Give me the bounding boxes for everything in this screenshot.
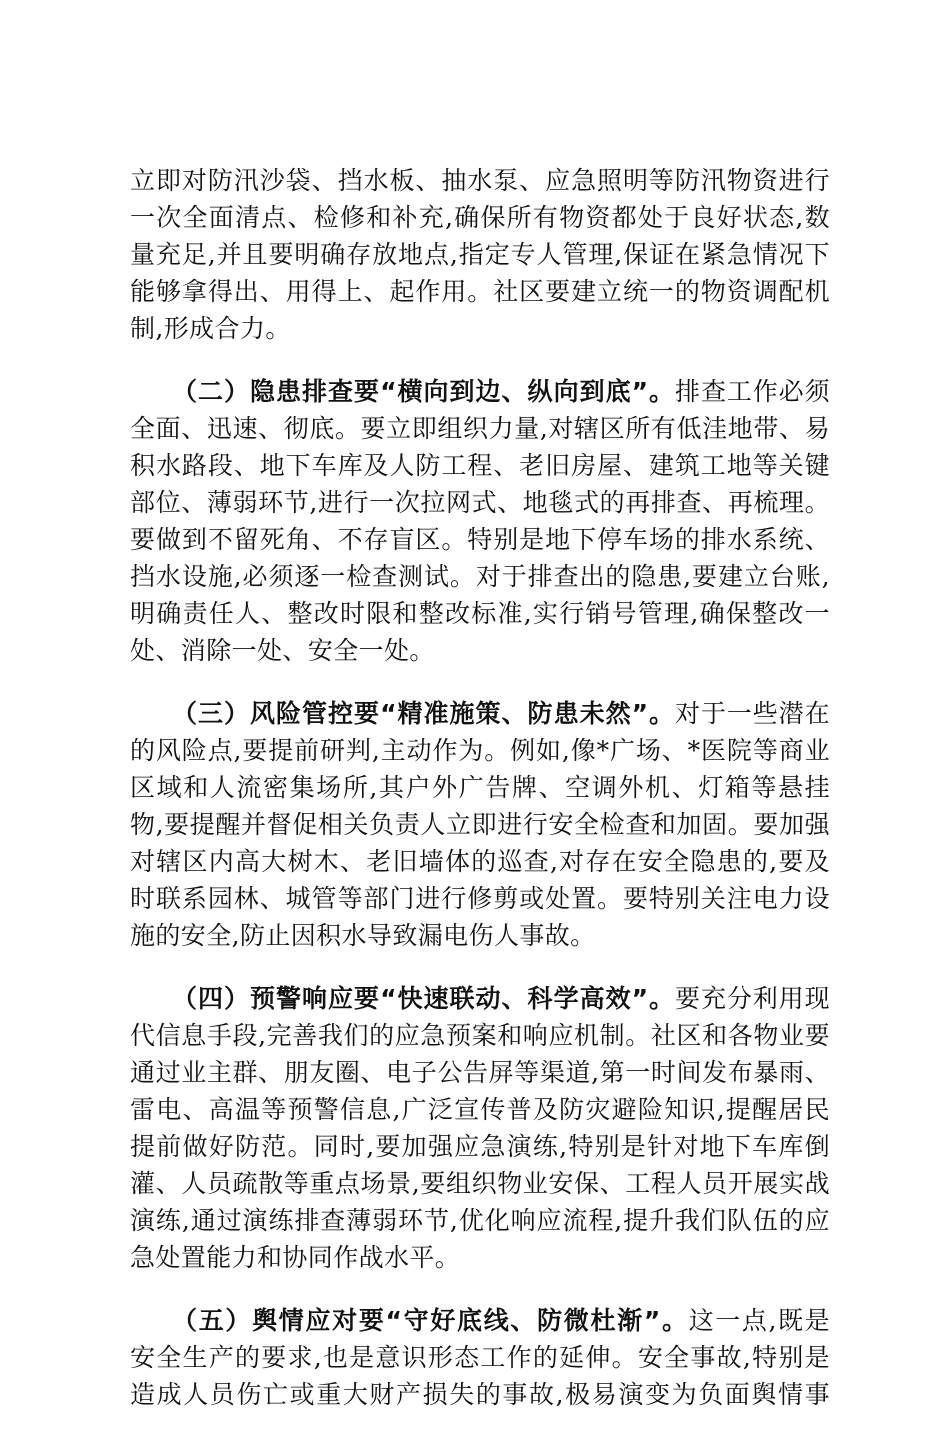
paragraph-hidden-danger-inspection: [130, 373, 830, 669]
text-fragment: 要充分利用现: [675, 984, 830, 1013]
text-line: 立即对防汛沙袋、挡水板、抽水泵、应急照明等防汛物资进行: [130, 166, 830, 195]
text-line: 一次全面清点、检修和补充,确保所有物资都处于良好状态,数: [130, 203, 830, 232]
section-heading: （二）隐患排查要“横向到边、纵向到底”。: [172, 377, 676, 406]
text-line: 部位、薄弱环节,进行一次拉网式、地毯式的再排查、再梳理。: [130, 488, 830, 517]
text-line: 对辖区内高大树木、老旧墙体的巡查,对存在安全隐患的,要及: [130, 847, 830, 876]
text-line: 的风险点,要提前研判,主动作为。例如,像*广场、*医院等商业: [130, 736, 830, 765]
text-line: 全面、迅速、彻底。要立即组织力量,对辖区所有低洼地带、易: [130, 414, 830, 443]
text-line: 区域和人流密集场所,其户外广告牌、空调外机、灯箱等悬挂: [130, 773, 830, 802]
text-fragment: 这一点,既是: [688, 1306, 830, 1335]
text-line: 能够拿得出、用得上、起作用。社区要建立统一的物资调配机: [130, 277, 830, 306]
text-line: 急处置能力和协同作战水平。: [130, 1243, 461, 1272]
text-line: 物,要提醒并督促相关负责人立即进行安全检查和加固。要加强: [130, 810, 830, 839]
text-line: 时联系园林、城管等部门进行修剪或处置。要特别关注电力设: [130, 884, 830, 913]
text-line: 要做到不留死角、不存盲区。特别是地下停车场的排水系统、: [130, 525, 830, 554]
text-fragment: 对于一些潜在: [675, 699, 830, 728]
paragraph-first-line: [130, 980, 830, 1017]
text-line: 演练,通过演练排查薄弱环节,优化响应流程,提升我们队伍的应: [130, 1206, 830, 1235]
paragraph-continuation: [130, 162, 830, 347]
paragraph-first-line: [130, 373, 830, 410]
document-body: [130, 162, 830, 1439]
paragraph-warning-response: [130, 980, 830, 1276]
text-fragment: 排查工作必须: [675, 377, 830, 406]
text-line: 提前做好防范。同时,要加强应急演练,特别是针对地下车库倒: [130, 1132, 830, 1161]
text-line: 通过业主群、朋友圈、电子公告屏等渠道,第一时间发布暴雨、: [130, 1058, 830, 1087]
text-line: 安全生产的要求,也是意识形态工作的延伸。安全事故,特别是: [130, 1343, 830, 1372]
paragraph-first-line: [130, 695, 830, 732]
text-line: 制,形成合力。: [130, 314, 291, 343]
text-line: 造成人员伤亡或重大财产损失的事故,极易演变为负面舆情事: [130, 1380, 830, 1409]
section-heading: （四）预警响应要“快速联动、科学高效”。: [172, 984, 676, 1013]
text-line: 挡水设施,必须逐一检查测试。对于排查出的隐患,要建立台账,: [130, 562, 830, 591]
section-heading: （五）舆情应对要“守好底线、防微杜渐”。: [172, 1306, 689, 1335]
text-line: 明确责任人、整改时限和整改标准,实行销号管理,确保整改一: [130, 599, 830, 628]
text-line: 灌、人员疏散等重点场景,要组织物业安保、工程人员开展实战: [130, 1169, 830, 1198]
text-line: 施的安全,防止因积水导致漏电伤人事故。: [130, 921, 596, 950]
section-heading: （三）风险管控要“精准施策、防患未然”。: [172, 699, 676, 728]
text-line: 积水路段、地下车库及人防工程、老旧房屋、建筑工地等关键: [130, 451, 830, 480]
paragraph-public-opinion: [130, 1302, 830, 1413]
text-line: 雷电、高温等预警信息,广泛宣传普及防灾避险知识,提醒居民: [130, 1095, 830, 1124]
paragraph-first-line: [130, 1302, 830, 1339]
paragraph-risk-control: [130, 695, 830, 954]
text-line: 量充足,并且要明确存放地点,指定专人管理,保证在紧急情况下: [130, 240, 830, 269]
text-line: 代信息手段,完善我们的应急预案和响应机制。社区和各物业要: [130, 1021, 830, 1050]
text-line: 处、消除一处、安全一处。: [130, 636, 435, 665]
